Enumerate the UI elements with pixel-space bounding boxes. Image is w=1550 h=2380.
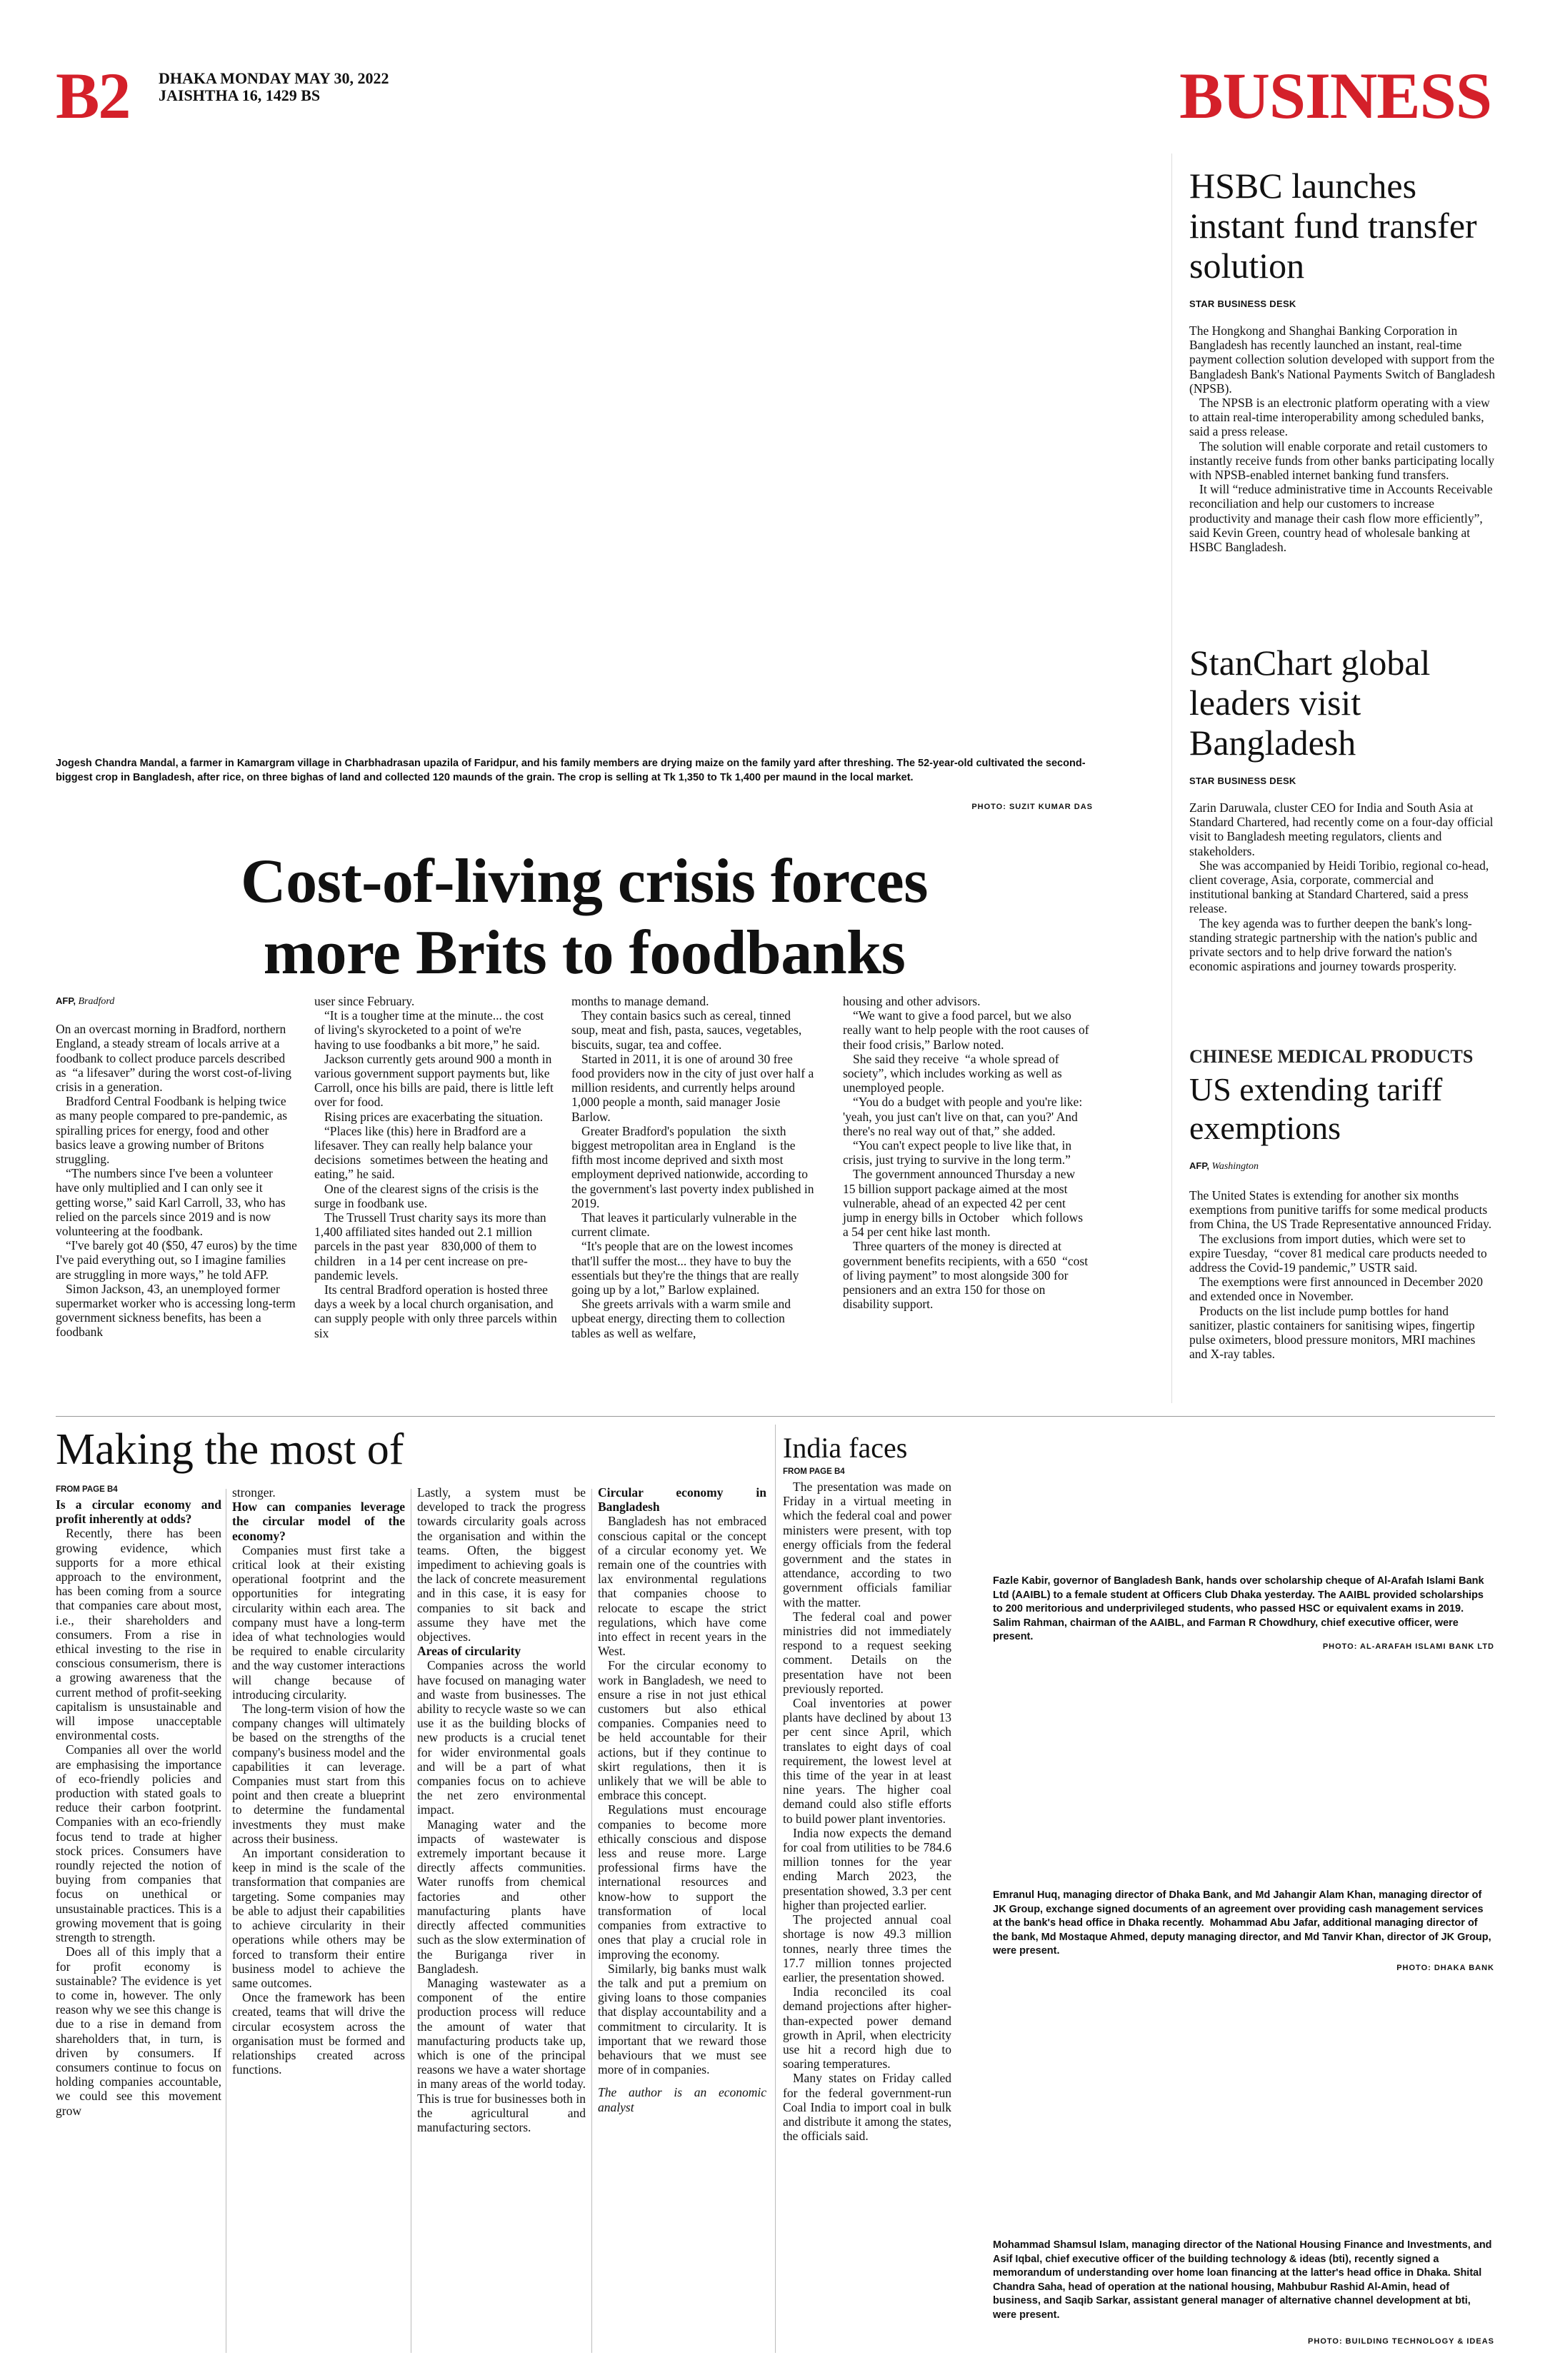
byline: [56, 994, 299, 1009]
caption-text: Emranul Huq, managing director of Dhaka Bank, and Md Jahangir Alam Khan, managing director of JK Group, exchange signed documents of an agreement over providing cash management services at the bank's head office in Dhaka recently. Mohammad Abu Jafar, additional managing director of the bank, Md Mostaque Ahmed, deputy managing director, and Md Tanvir Khan, director of JK Group, were present.: [993, 1889, 1491, 1957]
paragraph: An important consideration to keep in mind is the scale of the transformation that companies are targeting. Some companies may be able to adjust their capabilities to achieve circularity in their operations while others may be forced to transform their entire business model to achieve the same outcomes.: [232, 1846, 405, 1990]
caption-text: Mohammad Shamsul Islam, managing director of the National Housing Finance and Investments, and Asif Iqbal, chief executive officer of the building technology & ideas (bti), recently signed a memorandum of understanding over home loan financing at the latter's head office in Dhaka. Shital Chandra Saha, head of operation at the national housing, Mahbubur Rashid Al-Amin, head of business, and Saqib Sarkar, assistant general manager of alternative channel development at bti, were present.: [993, 2239, 1492, 2321]
paragraph: She said they receive “a whole spread of society”, which includes working as well as unemployed people.: [843, 1051, 1062, 1095]
paragraph: Lastly, a system must be developed to track the progress towards circularity goals across the organisation and within the teams. Often, the biggest impediment to achieving goals is the lack of concrete measurement and in this case, it is easy for companies to sit back and assume they have met the objectives.: [417, 1485, 586, 1645]
paragraph: Managing water and the impacts of wastewater is extremely important because it directly affects communities. Water runoffs from chemical factories and other manufacturing plants have directly affected communities such as the slow extermination of the Buriganga river in Bangladesh.: [417, 1817, 586, 1976]
paragraph: The federal coal and power ministries did not immediately respond to a request seeking comment. Details on the presentation have not been previously reported.: [783, 1609, 951, 1696]
paragraph: Once the framework has been created, teams that will drive the circular ecosystem across the organisation must be formed and relationships created across functions.: [232, 1990, 405, 2077]
main-headline: [56, 846, 1113, 989]
making-col-2: [232, 1485, 405, 2077]
headline-line-2: more Brits to foodbanks: [263, 918, 906, 988]
paragraph: Many states on Friday called for the federal government-run Coal India to import coal in bulk and distribute it among the states, the officials said.: [783, 2071, 951, 2144]
page-number: B2: [56, 59, 130, 132]
paragraph: Coal inventories at power plants have declined by about 13 per cent since April, which translates to eight days of coal requirement, the lowest level at this time of the year in at least nine years. The higher coal demand could also stifle efforts to build power plant inventories.: [783, 1696, 951, 1826]
paragraph: Bradford Central Foodbank is helping twice as many people compared to pre-pandemic, as spiralling prices for energy, food and other basics leave a growing number of Britons struggling.: [56, 1094, 288, 1167]
photo-caption-aaibl: [993, 1575, 1493, 1645]
byline-place: Washington: [1211, 1161, 1259, 1172]
paragraph: Started in 2011, it is one of around 30 free food providers now in the city of just over half a million residents, and currently helps around 1,000 people a month, said manager Josie Barlow.: [571, 1051, 814, 1124]
paragraph: Jackson currently gets around 900 a month in various government support payments but, like Carroll, once his bills are paid, there is little left over for food.: [314, 1051, 554, 1110]
paragraph: The Trussell Trust charity says its more than 1,400 affiliated sites handed out 2.1 million parcels in the past year 830,000 of them to children in a 14 per cent increase on pre-pandemic levels.: [314, 1210, 546, 1282]
paragraph: The NPSB is an electronic platform operating with a view to attain real-time interoperability among scheduled banks, said a press release.: [1189, 396, 1490, 439]
paragraph: Products on the list include pump bottles for hand sanitizer, plastic containers for sanitising wipes, fingertip pulse oximeters, blood pressure monitors, MRI machines and X-ray tables.: [1189, 1303, 1476, 1362]
paragraph: Managing wastewater as a component of the entire production process will reduce the amount of water that manufacturing products take up, which is one of the principal reasons we have a water shortage in many areas of the world today. This is true for businesses both in the agricultural and manufacturing sectors.: [417, 1975, 586, 2134]
paragraph: Companies across the world have focused on managing water and waste from businesses. The ability to recycle waste so we can use it as the building blocks of new products is a crucial tenet for wider environmental goals and will be a part of what companies focus on to achieve the net zero environmental impact.: [417, 1658, 586, 1817]
paragraph: Its central Bradford operation is hosted three days a week by a local church organisation, and can supply people with only three parcels within six: [314, 1282, 557, 1340]
paragraph: India reconciled its coal demand projections after higher-than-expected power demand growth in April, when electricity use hit a record high due to soaring temperatures.: [783, 1984, 951, 2072]
paragraph: stronger.: [232, 1485, 276, 1500]
making-headline: Making the most of: [56, 1425, 404, 1474]
author-note: The author is an economic analyst: [598, 2085, 766, 2114]
paragraph: “Places like (this) here in Bradford are a lifesaver. They can really help balance your decisions sometimes between the heating and eating,” he said.: [314, 1123, 549, 1182]
hsbc-article: [1189, 166, 1496, 554]
paragraph: “You can't expect people to live like that, in crisis, just trying to survive in the long term.”: [843, 1138, 1072, 1168]
photo-credit-nhfil: PHOTO: BUILDING TECHNOLOGY & IDEAS: [1308, 2337, 1494, 2346]
byline: STAR BUSINESS DESK: [1189, 298, 1296, 309]
dhaka-bank-agreement-photo: [989, 1664, 1496, 1882]
photo-credit-dhakabank: PHOTO: DHAKA BANK: [1396, 1964, 1494, 1972]
caption-text: Fazle Kabir, governor of Bangladesh Bank, hands over scholarship cheque of Al-Arafah Islami Bank Ltd (AAIBL) to a female student at Officers Club Dhaka yesterday. The AAIBL provided scholarships to 200 meritorious and underprivileged students, who passed HSC or equivalent exams in 2019. Salim Rahman, chairman of the AAIBL, and Farman R Chowdhury, chief executive officer, were present.: [993, 1575, 1484, 1642]
nhfil-mou-photo: [989, 1985, 1496, 2231]
main-story-col-1: [56, 994, 299, 1340]
paragraph: India now expects the demand for coal from utilities to be 784.6 million tonnes for the year ending March 2023, the presentation showed, 3.3 per cent higher than projected earlier.: [783, 1825, 951, 1912]
subhead: Areas of circularity: [417, 1644, 521, 1659]
paragraph: months to manage demand.: [571, 994, 709, 1008]
paragraph: The government announced Thursday a new 15 billion support package aimed at the most vulnerable, ahead of an expected 42 per cent jump in energy bills in October which follows a 54 per cent hike last month.: [843, 1167, 1084, 1240]
from-page: FROM PAGE B4: [783, 1467, 845, 1476]
byline-agency: AFP,: [1189, 1160, 1209, 1171]
main-story-col-2: [314, 994, 557, 1340]
paragraph: The key agenda was to further deepen the bank's long-standing strategic partnership with the nation's public and private sectors and to help drive forward the nation's economic aspirations and journey towards prosperity.: [1189, 915, 1478, 974]
india-body: [783, 1480, 951, 2143]
tariff-article: [1189, 1046, 1496, 1361]
article-body: [1189, 323, 1496, 554]
paragraph: Bangladesh has not embraced conscious capital or the concept of a circular economy yet. We remain one of the countries with lax environmental regulations that companies choose to relocate to escape the strict regulations, which have come into effect in recent years in the West.: [598, 1514, 766, 1659]
paragraph: The presentation was made on Friday in a virtual meeting in which the federal coal and power ministers were present, with top energy officials from the federal government and the states in attendance, according to two government officials familiar with the matter.: [783, 1480, 951, 1610]
paragraph: “It is a tougher time at the minute... the cost of living's skyrocketed to a point of we're having to use foodbanks a bit more,” he said.: [314, 1008, 544, 1052]
photo-caption-dhakabank: [993, 1889, 1493, 1959]
paragraph: user since February.: [314, 994, 415, 1008]
paragraph: Recently, there has been growing evidence, which supports for a more ethical approach to the environment, has been coming from a source that companies care about most, i.e., their shareholders and consumers. From a rise in ethical investing to the rise in conscious consumerism, there is a growing awareness that the current method of profit-seeking capitalism is unsustainable and will impose unacceptable environmental costs.: [56, 1526, 221, 1743]
paragraph: The projected annual coal shortage is now 49.3 million tonnes, nearly three times the 17.7 million tonnes projected earlier, the presentation showed.: [783, 1912, 951, 1984]
paragraph: On an overcast morning in Bradford, northern England, a steady stream of locals arrive at a foodbank to collect produce parcels described as “a lifesaver” during the worst cost-of-living crisis in a generation.: [56, 1022, 291, 1095]
paragraph: “We want to give a food parcel, but we also really want to help people with the root causes of their food crisis,” Barlow noted.: [843, 1008, 1089, 1052]
paragraph: The exclusions from import duties, which were set to expire Tuesday, “cover 81 medical care products needed to address the Covid-19 pandemic,” USTR said.: [1189, 1231, 1487, 1275]
section-title: BUSINESS: [1179, 59, 1491, 132]
main-story-col-4: [843, 994, 1089, 1311]
headline-line-1: Cost-of-living crisis forces: [241, 847, 928, 916]
india-headline: India faces: [783, 1432, 908, 1464]
photo-credit-aaibl: PHOTO: AL-ARAFAH ISLAMI BANK LTD: [1322, 1642, 1494, 1651]
making-col-1: [56, 1497, 221, 2118]
from-page: FROM PAGE B4: [56, 1485, 118, 1494]
caption-text: Jogesh Chandra Mandal, a farmer in Kamargram village in Charbhadrasan upazila of Faridpur, and his family members are drying maize on the family yard after threshing. The 52-year-old cultivated the second-biggest crop in Bangladesh, after rice, on three bighas of land and collected 120 maunds of the grain. The crop is selling at Tk 1,350 to Tk 1,400 per maund in the local market.: [56, 758, 1086, 783]
paragraph: Similarly, big banks must walk the talk and put a premium on giving loans to those companies that display accountability and a commitment to circularity. It is important that we reward those behaviours that we must see more of in companies.: [598, 1961, 766, 2077]
subhead: Circular economy in Bangladesh: [598, 1485, 766, 1515]
paragraph: “The numbers since I've been a volunteer have only multiplied and I can only see it getting worse,” said Karl Carroll, 33, who has relied on the parcels since 2019 and is now volunteering at the foodbank.: [56, 1166, 286, 1239]
photo-caption-top: [56, 757, 1091, 785]
headline: US extending tariff exemptions: [1189, 1071, 1443, 1146]
paragraph: The Hongkong and Shanghai Banking Corporation in Bangladesh has recently launched an instant, real-time payment collection solution developed with support from the Bangladesh Bank's National Payments Switch of Bangladesh (NPSB).: [1189, 323, 1495, 396]
headline: HSBC launches instant fund transfer solution: [1189, 166, 1477, 286]
making-col-4: [598, 1485, 766, 2114]
paragraph: “I've barely got 40 ($50, 47 euros) by the time I've paid everything out, so I imagine families are struggling in more ways,” he told AFP.: [56, 1238, 297, 1282]
paragraph: For the circular economy to work in Bangladesh, we need to ensure a rise in not just ethical customers but also ethical companies. Companies need to be held accountable for their actions, but if they continue to skirt regulations, then it is unlikely that we will be able to embrace this concept.: [598, 1658, 766, 1803]
paragraph: That leaves it particularly vulnerable in the current climate.: [571, 1210, 797, 1240]
subhead: Is a circular economy and profit inherently at odds?: [56, 1497, 221, 1527]
paragraph: It will “reduce administrative time in Accounts Receivable reconciliation and help our customers to increase productivity and manage their cash flow more efficiently”, said Kevin Green, country head of wholesale banking at HSBC Bangladesh.: [1189, 482, 1493, 555]
paragraph: The United States is extending for another six months exemptions from punitive tariffs for some medical products from China, the US Trade Representative announced Friday.: [1189, 1188, 1492, 1232]
paragraph: Companies must first take a critical look at their existing operational footprint and the opportunities for integrating circularity within each area. The company must have a long-term idea of what technologies would be required to enable circularity and the way customer interactions will change because of introducing circularity.: [232, 1542, 405, 1702]
dateline-date: DHAKA MONDAY MAY 30, 2022: [159, 69, 389, 87]
paragraph: Companies all over the world are emphasising the importance of eco-friendly policies and production with stated goals to reduce their carbon footprint. Companies with an eco-friendly focus tend to trade at higher stock prices. Consumers have roundly rejected the notion of buying from companies that focus on unethical or unsustainable practices. This is a growing movement that is going strength to strength.: [56, 1742, 221, 1945]
paragraph: Zarin Daruwala, cluster CEO for India and South Asia at Standard Chartered, had recently come on a four-day official visit to Bangladesh meeting regulators, clients and stakeholders.: [1189, 800, 1494, 858]
paragraph: Rising prices are exacerbating the situation.: [324, 1109, 544, 1124]
paragraph: The solution will enable corporate and retail customers to instantly receive funds from other banks participating locally with NPSB-enabled internet banking fund transfers.: [1189, 438, 1495, 483]
paragraph: housing and other advisors.: [843, 994, 981, 1008]
paragraph: One of the clearest signs of the crisis is the surge in foodbank use.: [314, 1181, 539, 1210]
byline: STAR BUSINESS DESK: [1189, 775, 1296, 786]
article-body: [1189, 1188, 1496, 1361]
paragraph: Three quarters of the money is directed at government benefits recipients, with a 650 “cost of living payment” to most alongside 300 for pensioners and an extra 150 for those on disability support.: [843, 1239, 1089, 1312]
aaibl-scholarship-photo: [989, 1435, 1496, 1567]
photo-caption-nhfil: [993, 2239, 1493, 2322]
paragraph: Does all of this imply that a for profit economy is sustainable? The evidence is yet to come in, however. The only reason why we see this change is due to a rise in demand from shareholders that, in turn, is driven by consumers. If consumers continue to focus on holding companies accountable, we could see this movement grow: [56, 1944, 221, 2118]
paragraph: Greater Bradford's population the sixth biggest metropolitan area in England is the fifth most income deprived and sixth most employment deprived nationwide, according to the government's last poverty index published in 2019.: [571, 1123, 814, 1210]
photo-credit-top: PHOTO: SUZIT KUMAR DAS: [971, 803, 1093, 811]
paragraph: Regulations must encourage companies to become more ethically conscious and dispose less and reuse more. Large professional firms have the international resources and know-how to support the transformation of local companies from extractive to ones that play a crucial role in improving the economy.: [598, 1802, 766, 1962]
paragraph: She greets arrivals with a warm smile and upbeat energy, directing them to collection tables as well as welfare,: [571, 1297, 791, 1340]
paragraph: The long-term vision of how the company changes will ultimately be based on the strengths of the company's business model and the capabilities it can leverage. Companies must start from this point and then create a blueprint to determine the fundamental investments they must make across their business.: [232, 1702, 405, 1846]
paragraph: “You do a budget with people and you're like: 'yeah, you just can't live on that, can you?' And there's no real way out of that,” she added.: [843, 1095, 1083, 1138]
byline-place: Bradford: [78, 996, 115, 1007]
article-body: [1189, 800, 1496, 973]
headline: StanChart global leaders visit Bangladesh: [1189, 643, 1431, 763]
dateline-bangla-date: JAISHTHA 16, 1429 BS: [159, 86, 321, 104]
byline-agency: AFP,: [56, 995, 76, 1006]
stanchart-article: [1189, 643, 1496, 973]
paragraph: They contain basics such as cereal, tinned soup, meat and fish, pasta, sauces, vegetables, biscuits, sugar, tea and coffee.: [571, 1008, 802, 1052]
subhead: How can companies leverage the circular model of the economy?: [232, 1500, 405, 1543]
kicker: CHINESE MEDICAL PRODUCTS: [1189, 1046, 1474, 1067]
byline: [1189, 1160, 1496, 1173]
paragraph: Simon Jackson, 43, an unemployed former supermarket worker who is accessing long-term government sickness benefits, has been a foodbank: [56, 1281, 296, 1340]
paragraph: She was accompanied by Heidi Toribio, regional co-head, client coverage, Asia, corporate, commercial and institutional banking at Standard Chartered, said a press release.: [1189, 858, 1489, 916]
paragraph: “It's people that are on the lowest incomes that'll suffer the most... they have to buy the essentials but they're the things that are really going up by a lot,” Barlow explained.: [571, 1239, 799, 1297]
making-col-3: [417, 1485, 586, 2134]
dateline: [159, 70, 389, 104]
main-story-col-3: [571, 994, 814, 1340]
paragraph: The exemptions were first announced in December 2020 and extended once in November.: [1189, 1275, 1484, 1304]
maize-drying-photo: [56, 146, 1091, 746]
